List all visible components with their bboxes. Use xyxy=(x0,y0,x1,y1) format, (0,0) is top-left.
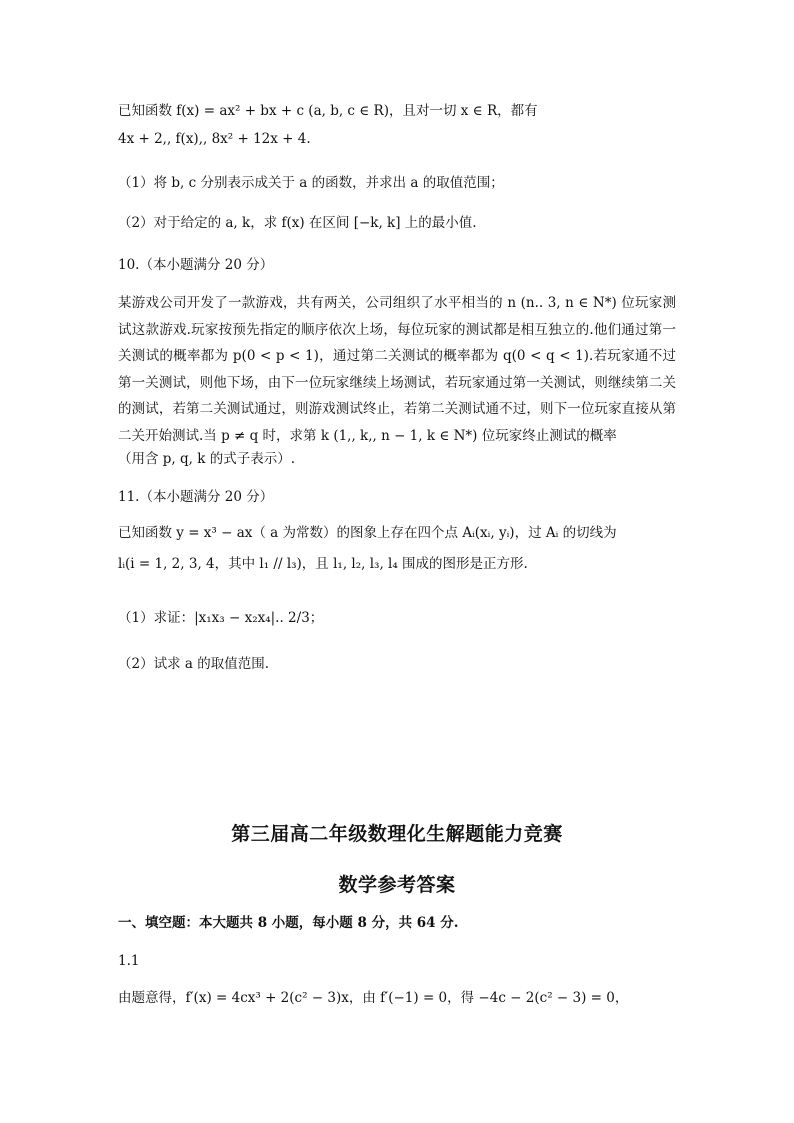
q9-part2: （2）对于给定的 a, k，求 f(x) 在区间 [−k, k] 上的最小值. xyxy=(118,215,477,231)
answers-title: 第三届高二年级数理化生解题能力竞赛 xyxy=(231,823,563,845)
q9-inequality: 4x + 2,, f(x),, 8x² + 12x + 4. xyxy=(118,131,311,147)
answers-item1-text: 由题意得，f′(x) = 4cx³ + 2(c² − 3)x，由 f′(−1) = 0，得 −4c − 2(c² − 3) = 0， xyxy=(118,990,629,1006)
q11-header: 11.（本小题满分 20 分） xyxy=(118,489,274,505)
q11-line1: 已知函数 y = x³ − ax（ a 为常数）的图象上存在四个点 Aᵢ(xᵢ, yᵢ)，过 Aᵢ 的切线为 xyxy=(118,525,617,541)
q11-line2: lᵢ(i = 1, 2, 3, 4，其中 l₁ // l₃)，且 l₁, l₂, l₃, l₄ 围成的图形是正方形. xyxy=(118,556,528,572)
q10-body: 某游戏公司开发了一款游戏，共有两关，公司组织了水平相当的 n (n.. 3, n ∈ N*) 位玩家测试这款游戏.玩家按预先指定的顺序依次上场，每位玩家的测试都是相互独立的.他们通过第一关测试的概率都为 p(0 < p < 1)，通过第二关测试的概率都为 q(0 < q < 1).若玩家通不过第一关测试，则他下场，由下一位玩家继续上场测试，若玩家通过第一关测试，则继续第二关的测试，若第二关测试通过，则游戏测试终止，若第二关测试通不过，则下一位玩家直接从第二关开始测试.当 p ≠ q 时，求第 k (1,, k,, n − 1, k ∈ N*) 位玩家终止测试的概率 xyxy=(118,295,676,444)
q11-part1: （1）求证：|x₁x₃ − x₂x₄|.. 2/3； xyxy=(118,610,324,626)
q9-intro: 已知函数 f(x) = ax² + bx + c (a, b, c ∈ R)，且对一切 x ∈ R，都有 xyxy=(118,103,538,119)
answers-item1: 1.1 xyxy=(118,953,140,969)
q10-tail: （用含 p, q, k 的式子表示）. xyxy=(118,451,296,467)
q10-header: 10.（本小题满分 20 分） xyxy=(118,257,274,273)
answers-section1: 一、填空题：本大题共 8 小题，每小题 8 分，共 64 分. xyxy=(118,915,459,931)
q9-part1: （1）将 b, c 分别表示成关于 a 的函数，并求出 a 的取值范围； xyxy=(118,175,504,191)
q11-part2: （2）试求 a 的取值范围. xyxy=(118,656,270,672)
answers-subtitle: 数学参考答案 xyxy=(338,874,456,896)
